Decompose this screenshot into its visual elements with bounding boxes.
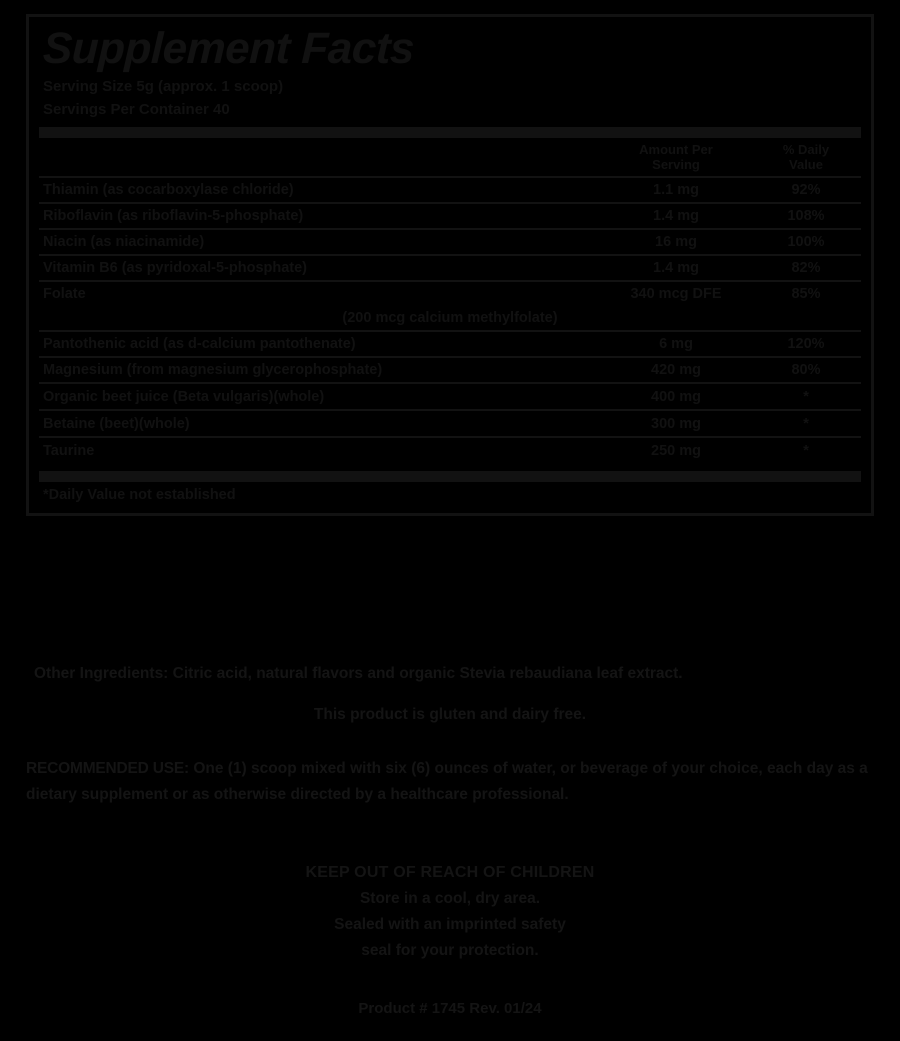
nutrient-name: Vitamin B6 (as pyridoxal-5-phosphate)	[39, 255, 601, 281]
nutrient-name: Folate	[39, 281, 601, 306]
header-amount-line1: Amount Per	[639, 142, 713, 157]
warning-title: KEEP OUT OF REACH OF CHILDREN	[305, 864, 595, 881]
nutrient-name: Niacin (as niacinamide)	[39, 229, 601, 255]
directions-block	[26, 756, 874, 808]
folate-subnote: (200 mcg calcium methylfolate)	[342, 310, 558, 326]
nutrient-amount: 420 mg	[601, 357, 751, 383]
panel-divider-thick	[39, 127, 861, 138]
nutrient-name: Riboflavin (as riboflavin-5-phosphate)	[39, 203, 601, 229]
supplement-facts-panel	[26, 14, 874, 516]
storage-line-3: seal for your protection.	[361, 942, 539, 959]
table-row	[39, 357, 861, 383]
nutrient-name: Pantothenic acid (as d-calcium pantothenate)	[39, 331, 601, 357]
nutrient-name: Betaine (beet)(whole)	[39, 410, 601, 437]
nutrient-dv: 80%	[751, 357, 861, 383]
nutrient-dv: 82%	[751, 255, 861, 281]
other-ingredients-text: Other Ingredients: Citric acid, natural flavors and organic Stevia rebaudiana leaf extract.	[34, 665, 683, 682]
serving-size-text: Serving Size 5g (approx. 1 scoop)	[43, 78, 284, 95]
nutrient-name: Organic beet juice (Beta vulgaris)(whole)	[39, 383, 601, 410]
warning-block	[26, 860, 874, 964]
servings-per-container-text: Servings Per Container 40	[43, 101, 230, 118]
table-row	[39, 410, 861, 437]
nutrient-amount: 1.4 mg	[601, 255, 751, 281]
nutrient-dv: *	[751, 383, 861, 410]
nutrition-table	[39, 138, 861, 463]
product-number-text: Product # 1745 Rev. 01/24	[358, 1000, 542, 1017]
nutrient-amount: 1.4 mg	[601, 203, 751, 229]
nutrient-name: Taurine	[39, 437, 601, 463]
nutrient-dv: 120%	[751, 331, 861, 357]
nutrient-amount: 1.1 mg	[601, 177, 751, 203]
nutrient-amount: 340 mcg DFE	[601, 281, 751, 306]
table-row	[39, 255, 861, 281]
table-row	[39, 331, 861, 357]
table-row	[39, 229, 861, 255]
nutrient-amount: 400 mg	[601, 383, 751, 410]
panel-divider-thick-bottom	[39, 471, 861, 482]
allergen-statement: This product is gluten and dairy free.	[313, 706, 587, 723]
header-daily-value	[751, 138, 861, 177]
header-dv-line2: Value	[789, 157, 823, 172]
table-row	[39, 281, 861, 306]
nutrient-dv: 85%	[751, 281, 861, 306]
header-amount-per-serving	[601, 138, 751, 177]
nutrient-dv: 92%	[751, 177, 861, 203]
nutrient-amount: 300 mg	[601, 410, 751, 437]
nutrient-name: Thiamin (as cocarboxylase chloride)	[39, 177, 601, 203]
storage-line-1: Store in a cool, dry area.	[359, 890, 541, 907]
storage-line-2: Sealed with an imprinted safety	[334, 916, 566, 933]
directions-text: One (1) scoop mixed with six (6) ounces of water, or beverage of your choice, each day as a dietary supplement or as otherwise directed by a healthcare professional.	[26, 760, 868, 803]
table-row	[39, 383, 861, 410]
nutrient-dv: *	[751, 410, 861, 437]
nutrient-dv: 100%	[751, 229, 861, 255]
header-dv-line1: % Daily	[782, 142, 830, 157]
nutrient-dv: 108%	[751, 203, 861, 229]
header-amount-line2: Serving	[652, 157, 700, 172]
label-body-text	[26, 664, 874, 1017]
header-blank	[39, 138, 601, 177]
table-row	[39, 437, 861, 463]
page-title: Supplement Facts	[42, 24, 415, 73]
table-subnote-row	[39, 306, 861, 331]
table-row	[39, 177, 861, 203]
table-header-row	[39, 138, 861, 177]
nutrient-amount: 16 mg	[601, 229, 751, 255]
table-row	[39, 203, 861, 229]
nutrient-amount: 6 mg	[601, 331, 751, 357]
nutrient-amount: 250 mg	[601, 437, 751, 463]
directions-label: RECOMMENDED USE:	[26, 760, 190, 777]
nutrient-dv: *	[751, 437, 861, 463]
nutrient-name: Magnesium (from magnesium glycerophosphate)	[39, 357, 601, 383]
daily-value-footnote: *Daily Value not established	[43, 487, 236, 503]
